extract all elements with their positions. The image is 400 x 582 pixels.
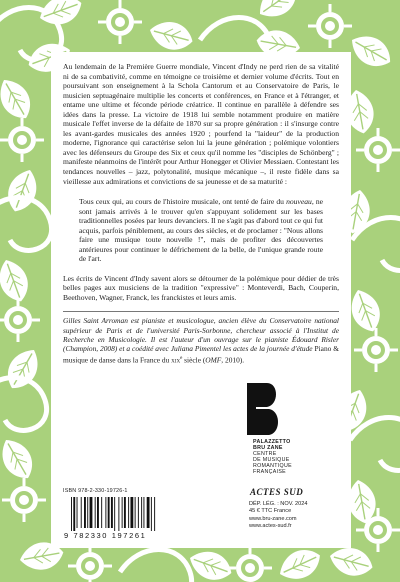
intro-paragraph: Au lendemain de la Première Guerre mondiale, Vincent d'Indy ne perd rien de sa vitalité ni de sa combativité, comme en témoigne ce troisième et dernier volume d'écrits. Tout en poursuivant son enseignement à la Schola Cantorum et au Conservatoire de Paris, le musicien septuagénaire multiplie les concerts et conférences, en France et à l'étranger, et entame une ultime et féconde période créatrice. Il continue en parallèle à défendre ses idées dans la presse. La victoire de 1918 lui semble notamment produire en matière musicale l'effet inverse de la défaite de 1870 sur sa propre génération : il s'insurge contre les avant-gardes musicales des années 1920 ; pourfend la "laideur" de la production moderne, l'ignorance qui caractérise selon lui la jeune génération ; polémique volontiers avec les défenseurs du Groupe des Six et ceux qu'il nomme les "disciples de Schönberg" ; manifeste néanmoins de l'intérêt pour Arthur Honegger et Olivier Messiaen. Contestant les tendances nouvelles – jazz, polytonalité, musique mécanique –, il reste fidèle dans sa vieillesse aux admirations et convictions de sa jeunesse et de sa maturité : — [63, 62, 339, 186]
quote-emphasis: nouveau — [286, 197, 312, 207]
legal-info — [249, 501, 307, 531]
cover-footer — [63, 373, 339, 548]
bio-title-2: siècle ( — [182, 355, 206, 365]
logo-line-4: DE MUSIQUE — [253, 457, 290, 463]
barcode-bars — [71, 497, 155, 531]
price: 45 € TTC France — [249, 508, 292, 515]
bio-century-sup: e — [180, 355, 183, 361]
back-cover-text-panel — [51, 52, 351, 548]
section-divider — [63, 311, 339, 312]
logo-line-6: FRANÇAISE — [253, 469, 287, 475]
bio-title-1: Piano & musique de danse dans la France du — [63, 344, 339, 365]
quote-part-2: , ne sont jamais arrivés à le trouver qu'en s'appuyant solidement sur les bases traditionnelles posées par leurs devanciers. Il ne s'agit pas d'abord tout ce qui fut acquis, parfois péniblement, au cours des siècles, et de proclamer : "Nous allons faire une musique toute nouvelle !", mais de profiter des découvertes antérieures pour continuer le défrichement de la belle, de l'unique grande route de l'art. — [79, 197, 323, 264]
actes-sud-label: ACTES SUD — [250, 487, 304, 497]
indy-quote — [79, 197, 323, 264]
isbn-label: ISBN 978-2-330-19726-1 — [63, 488, 128, 494]
logo-line-1: PALAZZETTO — [253, 439, 291, 445]
logo-wordmark — [253, 439, 333, 475]
barcode-digits: 9 782330 197261 — [64, 531, 147, 539]
bio-end: , 2010). — [221, 355, 245, 365]
bio-century: xix — [171, 355, 181, 365]
logo-line-5: ROMANTIQUE — [253, 463, 292, 469]
author-bio — [63, 316, 339, 365]
second-paragraph: Les écrits de Vincent d'Indy savent alors se détourner de la polémique pour dédier de très belles pages aux musiciens de la tradition "expressive" : Monteverdi, Bach, Couperin, Beethoven, Wagner, Franck, les franckistes et leurs amis. — [63, 273, 339, 303]
bru-zane-website-link[interactable]: www.bru-zane.com — [249, 515, 297, 522]
logo-line-3: CENTRE — [253, 451, 277, 457]
quote-part-1: Tous ceux qui, au cours de l'histoire musicale, ont tenté de faire du — [79, 197, 287, 207]
depot-legal: DÉP. LÉG. : NOV. 2024 — [249, 501, 308, 507]
bio-omf: OMF — [205, 355, 222, 365]
actes-sud-website-link[interactable]: www.actes-sud.fr — [249, 523, 292, 530]
barcode — [63, 497, 181, 539]
logo-line-2: BRU ZANE — [253, 445, 283, 451]
bio-text-1: Gilles Saint Arroman est pianiste et musicologue, ancien élève du Conservatoire national supérieur de Paris et de l'université Paris-Sorbonne, chercheur associé à l'Institut de Recherche en Musicologie. Il est l'auteur d'un ouvrage sur le pianiste Édouard Risler (Champion, 2008) et a coédité avec Juliana Pimentel les actes de la journée d'étude — [63, 316, 339, 354]
bru-zane-mark-icon — [247, 383, 279, 435]
